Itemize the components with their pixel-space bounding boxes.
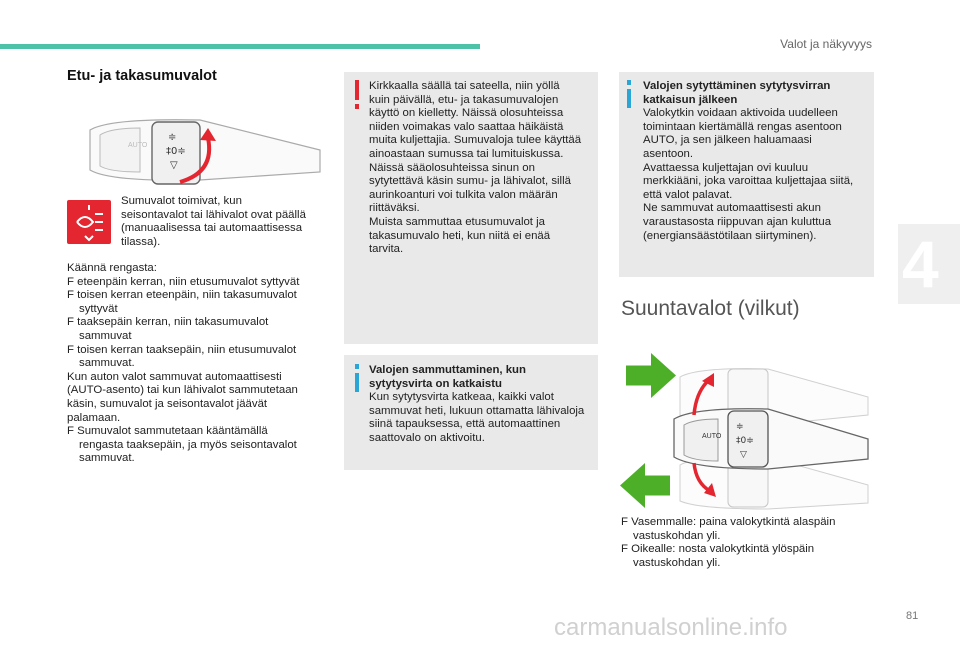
watermark: carmanualsonline.info <box>554 614 788 641</box>
svg-text:≑: ≑ <box>168 132 177 143</box>
page-number: 81 <box>906 610 919 622</box>
info-box-2-text: Valojen sytyttäminen sytytysvirran katkaisun jälkeen Valokytkin voidaan aktivoida uudelleen toimintaan kiertämällä rengas asentoon AUTO, ja sen jälkeen haluamaasi asentoon. Avattaessa kuljettajan ovi kuuluu merkkiääni, joka varoittaa kuljettajaa siitä, että valot palavat. Ne sammuvat automaattisesti akun varaustasosta riippuvan ajan kuluttua (energiansäästötilaan siirtyminen). <box>643 80 854 242</box>
svg-text:‡0≑: ‡0≑ <box>166 146 186 157</box>
fog-instructions: Käännä rengasta: F eteenpäin kerran, niin etusumuvalot syttyvät F toisen kerran eteenpäin, niin takasumuvalot syttyvät F taaksepäin kerran, niin takasumuvalot sammuvat F toisen kerran taaksepäin, niin etusumuvalot sammuvat. Kun auton valot sammuvat automaattisesti (AUTO-asento) tai kun lähivalot sammutetaan käsin, sumuvalot ja seisontavalot jäävät palamaan. F Sumuvalot sammutetaan kääntämällä rengasta taaksepäin, ja myös seisontavalot sammuvat. <box>67 262 300 465</box>
svg-text:▽: ▽ <box>170 160 178 171</box>
info-icon <box>352 364 362 392</box>
svg-text:AUTO: AUTO <box>702 433 722 440</box>
svg-text:≑: ≑ <box>736 422 744 432</box>
fog-icon-caption: Sumuvalot toimivat, kun seisontavalot tai lähivalot ovat päällä (manuaalisessa tai automaattisessa tilassa). <box>121 195 306 248</box>
info-icon <box>624 80 634 108</box>
svg-text:AUTO: AUTO <box>128 142 148 149</box>
fog-light-icon <box>67 200 111 244</box>
right-arrow-icon <box>626 353 676 398</box>
left-arrow-icon <box>620 463 670 508</box>
chapter-title: Valot ja näkyvyys <box>780 37 872 51</box>
warning-exclamation-icon <box>352 80 362 110</box>
turn-signal-illustration <box>618 345 878 510</box>
fog-stalk-illustration <box>80 110 325 190</box>
turn-signal-instructions: F Vasemmalle: paina valokytkintä alaspäin vastuskohdan yli. F Oikealle: nosta valokytkintä ylöspäin vastuskohdan yli. <box>621 516 836 569</box>
chapter-number-tab: 4 <box>898 224 960 304</box>
chapter-accent-bar <box>0 44 480 49</box>
section-heading-turn-signals: Suuntavalot (vilkut) <box>621 297 800 320</box>
info-box-1-text: Valojen sammuttaminen, kun sytytysvirta on katkaistu Kun sytytysvirta katkeaa, kaikki valot sammuvat heti, lukuun ottamatta lähivaloja siinä tapauksessa, että automaattinen saattovalo on aktivoitu. <box>369 364 585 444</box>
svg-text:‡0≑: ‡0≑ <box>736 436 754 446</box>
svg-text:▽: ▽ <box>740 450 747 460</box>
warning-text: Kirkkaalla säällä tai sateella, niin yöllä kuin päivällä, etu- ja takasumuvalojen käyttö on kielletty. Näissä olosuhteissa niiden voimakas valo saattaa häikäistä muita kuljettajia. Sumuvaloja tulee käyttää ainoastaan sumussa tai lumituiskussa. Näissä sääolosuhteissa sinun on sytytettävä käsin sumu- ja lähivalot, sillä aurinkoanturi voi tulkita valon määrän riittäväksi. Muista sammuttaa etusumuvalot ja takasumuvalo heti, kun niitä ei enää tarvita. <box>369 80 582 256</box>
section-heading-fog-lights: Etu- ja takasumuvalot <box>67 68 217 84</box>
